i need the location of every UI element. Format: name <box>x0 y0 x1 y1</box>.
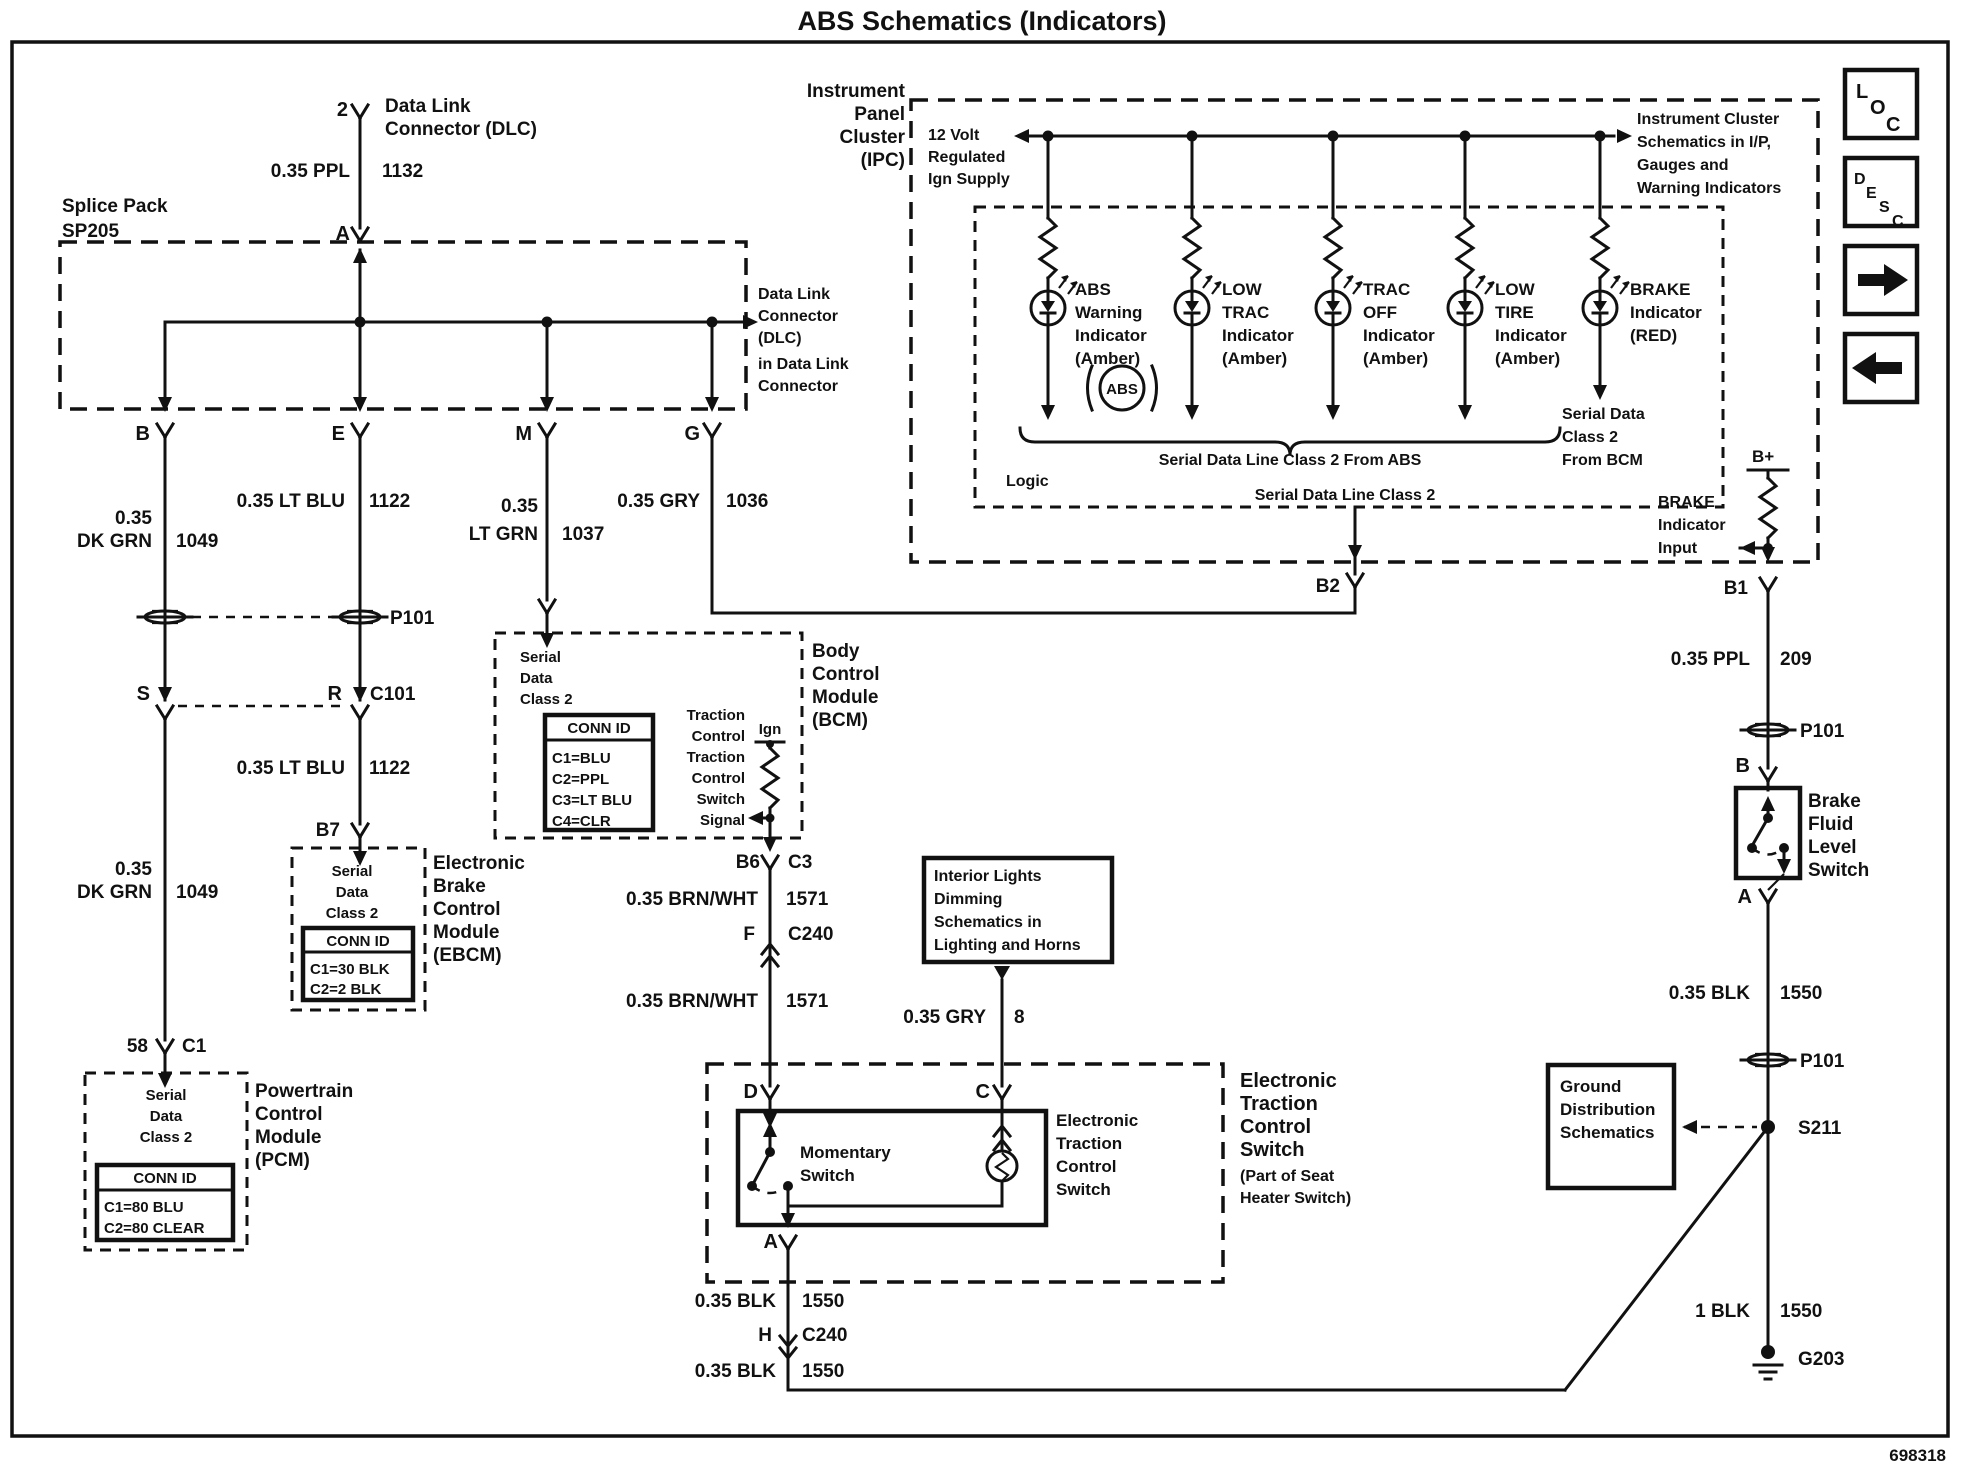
wire-number: 1036 <box>726 491 769 512</box>
terminal-label: A <box>335 223 350 245</box>
wire-size: 1 BLK <box>1695 1301 1750 1322</box>
lamp-label: (Amber) <box>1075 349 1141 368</box>
module-label: Module <box>433 922 500 943</box>
terminal-label: R <box>327 683 342 705</box>
dlc-ref: (DLC) <box>758 330 802 347</box>
serial-data-note: Serial <box>331 863 373 880</box>
module-label: (PCM) <box>255 1150 310 1171</box>
connector-label: C3 <box>788 852 813 873</box>
serial-line-label: Serial Data Line Class 2 From ABS <box>1158 452 1422 469</box>
loc-button-label: L <box>1856 81 1869 103</box>
conn-id-row: C1=30 BLK <box>310 961 390 978</box>
signal-arrow-icon <box>748 811 763 825</box>
wire-size: 0.35 PPL <box>1670 649 1750 670</box>
terminal-a-icon <box>352 228 368 241</box>
terminal-label: D <box>743 1081 758 1103</box>
module-label: Powertrain <box>255 1081 354 1102</box>
desc-button-label: E <box>1866 185 1877 202</box>
brake-input-label: Input <box>1658 540 1698 557</box>
switch-label: Electronic <box>1056 1111 1139 1130</box>
wire-size: 0.35 GRY <box>617 491 700 512</box>
supply-label: Ign Supply <box>928 171 1010 188</box>
switch-label: Momentary <box>800 1143 891 1162</box>
switch-label: Switch <box>800 1166 855 1185</box>
wire-size: DK GRN <box>77 882 152 903</box>
serial-data-note: Data <box>335 884 369 901</box>
module-label: Brake <box>433 876 486 897</box>
nav-buttons <box>1845 70 1917 402</box>
conn-id-header: CONN ID <box>133 1170 197 1187</box>
wire-number: 1132 <box>382 161 424 182</box>
splice-name: Splice Pack <box>62 196 168 217</box>
module-label: Body <box>812 641 860 662</box>
module-label: (EBCM) <box>433 945 502 966</box>
loc-button-label: O <box>1870 97 1886 119</box>
lamp-label: Indicator <box>1222 326 1294 345</box>
momentary-blade <box>752 1152 770 1186</box>
lamp-label: Indicator <box>1495 326 1567 345</box>
switch-label: Control <box>1056 1157 1117 1176</box>
connector-label: C240 <box>788 924 834 945</box>
connector-label: P101 <box>390 608 435 629</box>
terminal-label: B <box>1735 755 1750 777</box>
dlc-pin2-terminal-icon <box>352 105 368 118</box>
terminal-d-icon <box>762 1086 778 1099</box>
brake-input-label: BRAKE <box>1658 494 1715 511</box>
wire-size: 0.35 LT BLU <box>236 758 345 779</box>
interior-ref: Schematics in <box>934 914 1042 931</box>
low-trac-lamp-icon <box>1175 136 1221 325</box>
wire-number: 1571 <box>786 889 829 910</box>
lamp-label: LOW <box>1222 280 1262 299</box>
lamp-label: Indicator <box>1363 326 1435 345</box>
ground-label: G203 <box>1798 1349 1845 1370</box>
component-label: Fluid <box>1808 814 1854 835</box>
desc-button-label: D <box>1854 171 1866 188</box>
g203-ground-icon <box>1761 1345 1775 1359</box>
brake-lamp-icon <box>1583 136 1629 325</box>
wire-size: 0.35 <box>501 496 538 517</box>
serial-data-note: Class 2 <box>139 1129 193 1146</box>
wire-size: 0.35 BLK <box>1668 983 1750 1004</box>
splice-name: SP205 <box>62 221 120 242</box>
lamp-label: BRAKE <box>1630 280 1691 299</box>
terminal-b6-icon <box>762 856 778 869</box>
cluster-ref: Schematics in I/P, <box>1637 134 1771 151</box>
abs-badge-label: ABS <box>1106 381 1138 398</box>
cluster-ref: Warning Indicators <box>1637 180 1782 197</box>
wire-size: 0.35 BRN/WHT <box>626 889 758 910</box>
component-label: Control <box>1240 1116 1312 1138</box>
conn-id-row: C1=80 BLU <box>104 1199 184 1216</box>
conn-id-header: CONN ID <box>326 933 390 950</box>
brake-input-arrow-icon <box>1740 541 1755 555</box>
terminal-a8-icon <box>539 600 555 613</box>
dlc-name: Data Link <box>385 96 471 117</box>
ground-ref: Schematics <box>1560 1123 1655 1142</box>
lamp-label: Warning <box>1075 303 1143 322</box>
wire-number: 1550 <box>1780 1301 1823 1322</box>
cluster-ref-arrow-icon <box>1617 129 1632 143</box>
terminal-label: F <box>743 924 755 945</box>
terminal-a-icon <box>780 1236 796 1249</box>
signal-note: Signal <box>699 812 745 829</box>
component-label: Switch <box>1808 860 1870 881</box>
module-label: Module <box>812 687 879 708</box>
wire-size: 0.35 BRN/WHT <box>626 991 758 1012</box>
lamp-label: TRAC <box>1363 280 1411 299</box>
module-label: Control <box>812 664 880 685</box>
terminal-b2-icon <box>1347 574 1363 587</box>
loc-button-label: C <box>1886 114 1901 136</box>
component-label: Traction <box>1240 1093 1318 1115</box>
dlc-ref: Data Link <box>758 286 831 303</box>
serial-data-note: Data <box>149 1108 183 1125</box>
desc-button-label: S <box>1879 199 1890 216</box>
wire-size: LT GRN <box>468 524 538 545</box>
interior-ref: Lighting and Horns <box>934 937 1081 954</box>
conn-id-row: C2=PPL <box>552 771 610 788</box>
bcm-ref: From BCM <box>1562 452 1643 469</box>
serial-line-label: Serial Data Line Class 2 <box>1254 487 1436 504</box>
terminal-label: B <box>135 423 150 445</box>
ipc-label: Panel <box>854 104 905 125</box>
bplus-resistor-icon <box>1760 478 1776 538</box>
serial-data-note: Serial <box>520 649 561 666</box>
bcm-ref: Class 2 <box>1562 429 1619 446</box>
ipc-label: Instrument <box>806 81 905 102</box>
module-label: Module <box>255 1127 322 1148</box>
signal-note: Control <box>691 770 745 787</box>
terminal-label: H <box>758 1325 772 1346</box>
cluster-ref: Gauges and <box>1637 157 1729 174</box>
page-title: ABS Schematics (Indicators) <box>797 6 1167 36</box>
terminal-label: G <box>684 423 700 445</box>
wire-number: 209 <box>1780 649 1812 670</box>
terminal-label: B1 <box>1723 578 1748 599</box>
terminal-c-icon <box>994 1086 1010 1099</box>
component-label: Switch <box>1240 1139 1305 1161</box>
wire-number: 8 <box>1014 1007 1025 1028</box>
dlc-ref: Connector <box>758 308 838 325</box>
terminal-label: E <box>331 423 345 445</box>
serial-data-note: Class 2 <box>325 905 379 922</box>
abs-warning-lamp-icon <box>1031 136 1077 325</box>
momentary-travel-arc <box>752 1186 788 1193</box>
labels <box>62 6 1946 1465</box>
wire-number: 1049 <box>176 882 219 903</box>
wire-number: 1571 <box>786 991 829 1012</box>
low-tire-lamp-icon <box>1448 136 1494 325</box>
lamp-label: (Amber) <box>1363 349 1429 368</box>
module-label: Control <box>433 899 501 920</box>
brake-input-label: Indicator <box>1658 517 1726 534</box>
wiring <box>60 105 1363 1088</box>
serial-data-note: Class 2 <box>520 691 573 708</box>
dlc-ref: Connector <box>758 378 838 395</box>
ipc-label: Cluster <box>839 127 905 148</box>
dlc-pin: 2 <box>336 99 348 121</box>
terminal-label: A <box>763 1231 778 1253</box>
dlc-ref: in Data Link <box>758 356 849 373</box>
wire-size: 0.35 LT BLU <box>236 491 345 512</box>
ground-diagonal <box>1565 1127 1768 1390</box>
connector-label: P101 <box>1800 721 1845 742</box>
connector-label: C101 <box>370 684 416 705</box>
interior-ref: Interior Lights <box>934 868 1042 885</box>
wire-number: 1037 <box>562 524 605 545</box>
lamp-label: TRAC <box>1222 303 1270 322</box>
conn-id-row: C4=CLR <box>552 813 611 830</box>
wire-number: 1122 <box>369 491 411 512</box>
ign-label: Ign <box>758 721 782 738</box>
module-label: (BCM) <box>812 710 868 731</box>
arrow-down-icon <box>994 966 1010 980</box>
ign-resistor-icon <box>762 748 778 808</box>
etc-box <box>707 1064 1223 1282</box>
lamp-label: (RED) <box>1630 326 1678 345</box>
lamp-label: ABS <box>1075 280 1111 299</box>
lamp-label: (Amber) <box>1495 349 1561 368</box>
switch-label: Switch <box>1056 1180 1111 1199</box>
desc-button-label: C <box>1892 213 1904 230</box>
lamp-label: Indicator <box>1075 326 1147 345</box>
wire-number: 1550 <box>1780 983 1823 1004</box>
bplus-label: B+ <box>1752 447 1775 466</box>
wire-number: 1122 <box>369 758 411 779</box>
signal-note: Traction <box>686 707 745 724</box>
wire-number: 1550 <box>802 1291 845 1312</box>
traction-signal-wire <box>762 856 778 1128</box>
wire-number: 1550 <box>802 1361 845 1382</box>
bcm-ref: Serial Data <box>1562 406 1645 423</box>
wire-size: 0.35 <box>115 859 152 880</box>
terminal-58-icon <box>157 1040 173 1053</box>
terminal-label: B7 <box>315 820 340 841</box>
module-label: Control <box>255 1104 323 1125</box>
terminal-label: M <box>515 423 532 445</box>
arrow-right-icon <box>743 315 758 329</box>
dlc-name: Connector (DLC) <box>385 119 537 140</box>
terminal-label: 58 <box>126 1036 148 1057</box>
terminal-label: S <box>136 683 150 705</box>
terminal-label: B6 <box>735 852 760 873</box>
signal-note: Switch <box>696 791 745 808</box>
switch-label: Traction <box>1056 1134 1123 1153</box>
bfls-blade <box>1752 818 1768 846</box>
wire-size: DK GRN <box>77 531 152 552</box>
lamp-label: LOW <box>1495 280 1535 299</box>
interior-ref: Dimming <box>934 891 1003 908</box>
terminal-label: B2 <box>1315 576 1340 597</box>
wire-number: 1049 <box>176 531 219 552</box>
conn-id-row: C1=BLU <box>552 750 611 767</box>
lamp-label: OFF <box>1363 303 1397 322</box>
terminal-b7-icon <box>352 824 368 837</box>
serial-data-brace <box>1020 428 1560 455</box>
component-label: Brake <box>1808 791 1861 812</box>
connector-label: P101 <box>1800 1051 1845 1072</box>
figure-number: 698318 <box>1889 1446 1946 1465</box>
wire-size: 0.35 <box>115 508 152 529</box>
supply-label: 12 Volt <box>928 127 980 144</box>
etc-lamp-icon <box>987 1151 1017 1181</box>
logic-label: Logic <box>1006 473 1049 490</box>
left-arrow-icon <box>1852 352 1902 384</box>
component-sublabel: (Part of Seat <box>1240 1168 1335 1185</box>
component-label: Electronic <box>1240 1070 1337 1092</box>
conn-id-row: C2=80 CLEAR <box>104 1220 205 1237</box>
wire-size: 0.35 BLK <box>694 1291 776 1312</box>
terminal-b1-icon <box>1760 578 1776 591</box>
connector-label: C1 <box>182 1036 207 1057</box>
lamp-label: Indicator <box>1630 303 1702 322</box>
cluster-ref: Instrument Cluster <box>1637 111 1780 128</box>
module-label: Electronic <box>433 853 525 874</box>
conn-id-header: CONN ID <box>567 720 631 737</box>
component-label: Level <box>1808 837 1857 858</box>
wire-size: 0.35 GRY <box>903 1007 986 1028</box>
ground-ref-arrow-icon <box>1682 1120 1697 1134</box>
supply-label: Regulated <box>928 149 1006 166</box>
wire-size: 0.35 BLK <box>694 1361 776 1382</box>
serial-data-note: Serial <box>145 1087 187 1104</box>
signal-note: Control <box>691 728 745 745</box>
terminal-label: A <box>1737 886 1752 908</box>
ground-ref: Ground <box>1560 1077 1622 1096</box>
terminal-label: C <box>975 1081 990 1103</box>
splice-pack-box <box>60 242 746 409</box>
component-sublabel: Heater Switch) <box>1240 1190 1352 1207</box>
ipc-label: (IPC) <box>860 150 905 171</box>
terminal-b-icon <box>1760 768 1776 781</box>
conn-id-row: C3=LT BLU <box>552 792 633 809</box>
right-arrow-icon <box>1858 264 1908 296</box>
wire-size: 0.35 PPL <box>270 161 350 182</box>
splice-label: S211 <box>1798 1118 1842 1139</box>
conn-id-row: C2=2 BLK <box>310 981 382 998</box>
ground-ref: Distribution <box>1560 1100 1656 1119</box>
lamp-label: TIRE <box>1495 303 1534 322</box>
lamp-label: (Amber) <box>1222 349 1288 368</box>
connector-label: C240 <box>802 1325 848 1346</box>
terminal-a-icon <box>1760 890 1776 903</box>
serial-data-note: Data <box>520 670 553 687</box>
signal-note: Traction <box>686 749 745 766</box>
trac-off-lamp-icon <box>1316 136 1362 325</box>
